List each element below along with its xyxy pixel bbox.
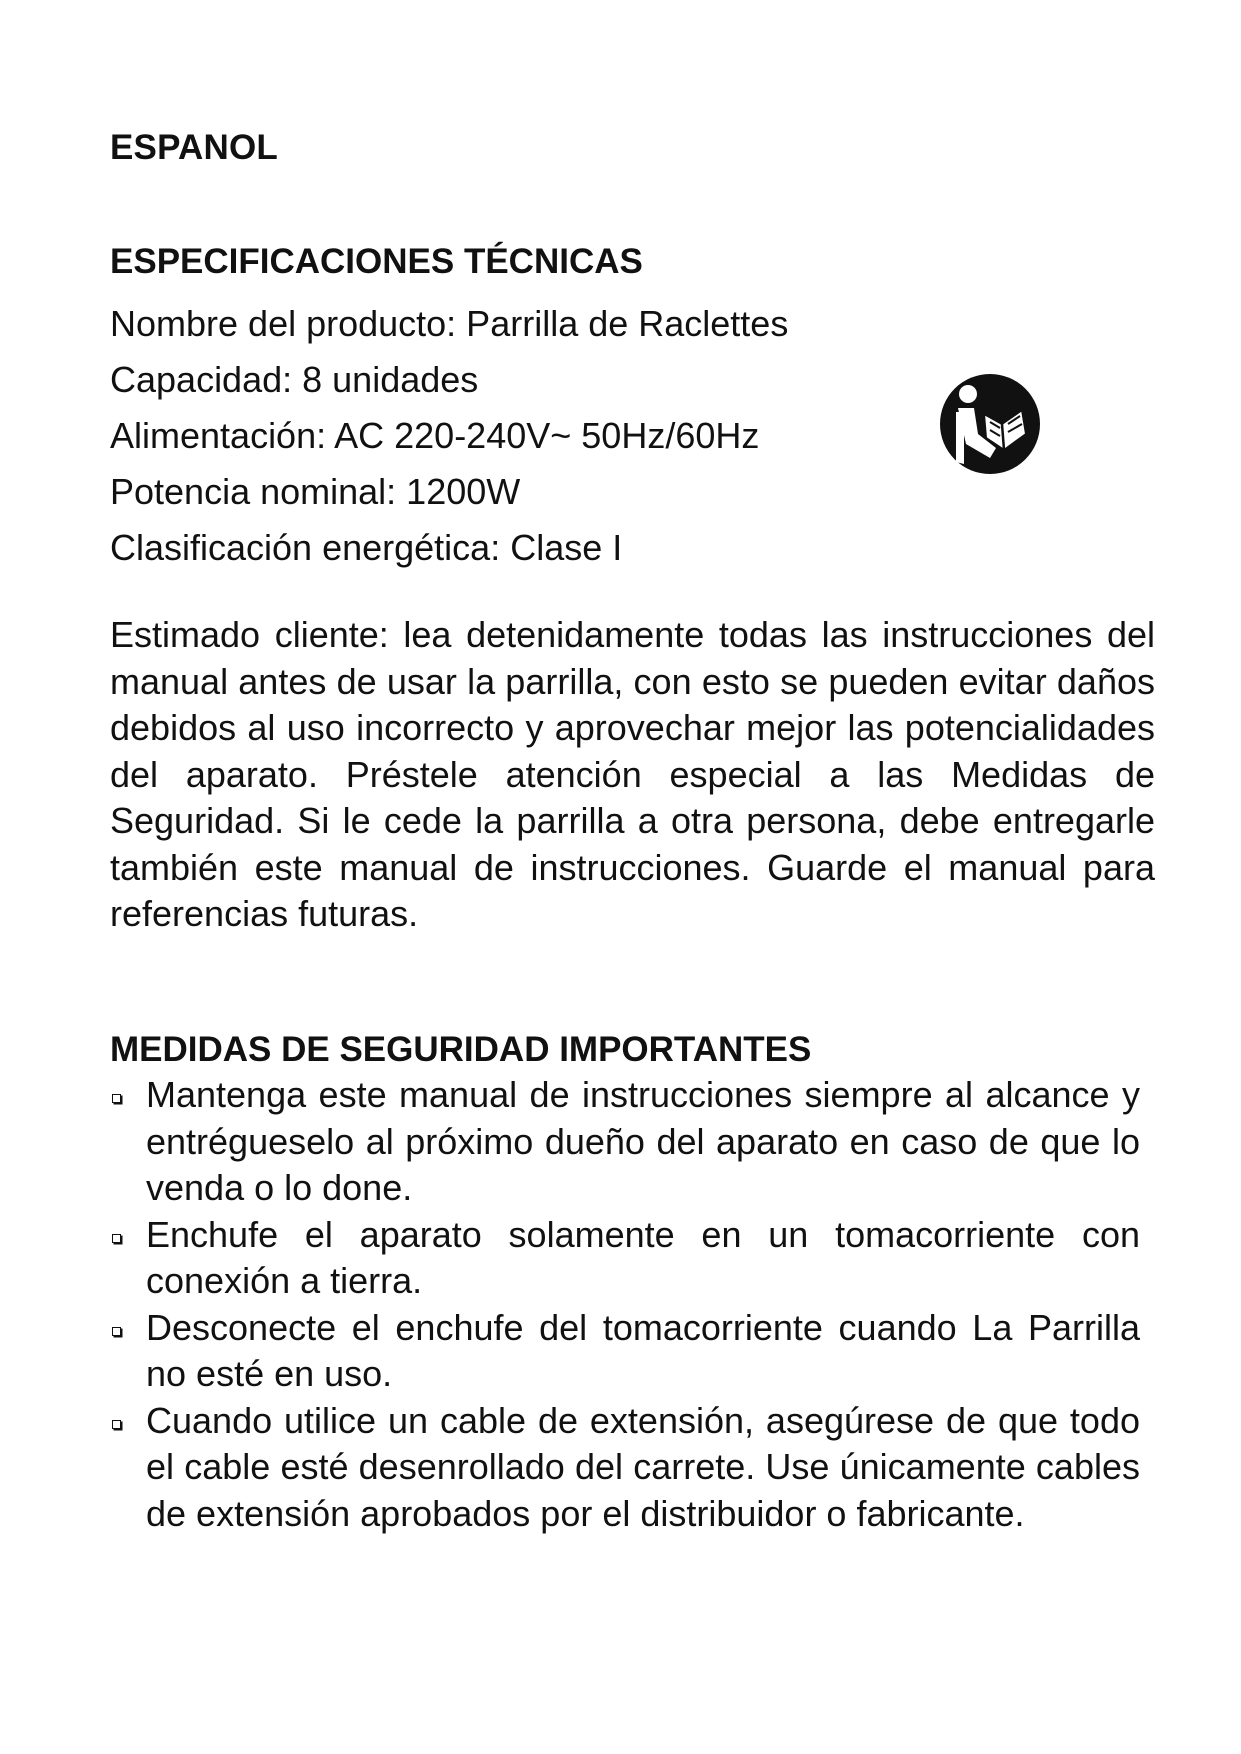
safety-item-manual — [110, 1072, 1140, 1212]
intro-paragraph: Estimado cliente: lea detenidamente todas las instrucciones del manual antes de usar la parrilla, con esto se pueden evitar daños debidos al uso incorrecto y aprovechar mejor las potencialidades del aparato. Préstele atención especial a las Medidas de Seguridad. Si le cede la parrilla a otra persona, debe entregarle también este manual de instrucciones. Guarde el manual para referencias futuras. — [110, 614, 1155, 934]
spec-power-supply: Alimentación: AC 220-240V~ 50Hz/60Hz — [110, 415, 760, 456]
spec-capacity: Capacidad: 8 unidades — [110, 359, 479, 400]
square-bullet-icon — [112, 1234, 121, 1243]
safety-heading: MEDIDAS DE SEGURIDAD IMPORTANTES — [110, 1030, 812, 1069]
square-bullet-icon — [112, 1420, 121, 1429]
safety-list — [110, 1072, 1140, 1537]
safety-item-text: Mantenga este manual de instrucciones siempre al alcance y entrégueselo al próximo dueño del aparato en caso de que lo venda o lo done. — [146, 1074, 1140, 1208]
square-bullet-icon — [112, 1327, 121, 1336]
safety-item-unplug — [110, 1305, 1140, 1398]
safety-item-text: Cuando utilice un cable de extensión, asegúrese de que todo el cable esté desenrollado del carrete. Use únicamente cables de extensión aprobados por el distribuidor o fabricante. — [146, 1399, 1140, 1534]
specs-heading: ESPECIFICACIONES TÉCNICAS — [110, 242, 643, 281]
safety-item-grounded-outlet — [110, 1212, 1140, 1305]
manual-page — [110, 0, 1160, 1754]
spec-energy-class: Clasificación energética: Clase I — [110, 527, 623, 568]
language-heading: ESPANOL — [110, 128, 278, 167]
read-manual-icon — [938, 368, 1042, 480]
spec-rated-power: Potencia nominal: 1200W — [110, 471, 521, 512]
safety-item-extension-cable — [110, 1398, 1140, 1538]
safety-item-text: Enchufe el aparato solamente en un tomacorriente con conexión a tierra. — [146, 1213, 1140, 1301]
specs-list — [110, 296, 788, 576]
square-bullet-icon — [112, 1094, 121, 1103]
spec-product-name: Nombre del producto: Parrilla de Raclettes — [110, 303, 789, 344]
safety-item-text: Desconecte el enchufe del tomacorriente cuando La Parrilla no esté en uso. — [146, 1306, 1140, 1394]
